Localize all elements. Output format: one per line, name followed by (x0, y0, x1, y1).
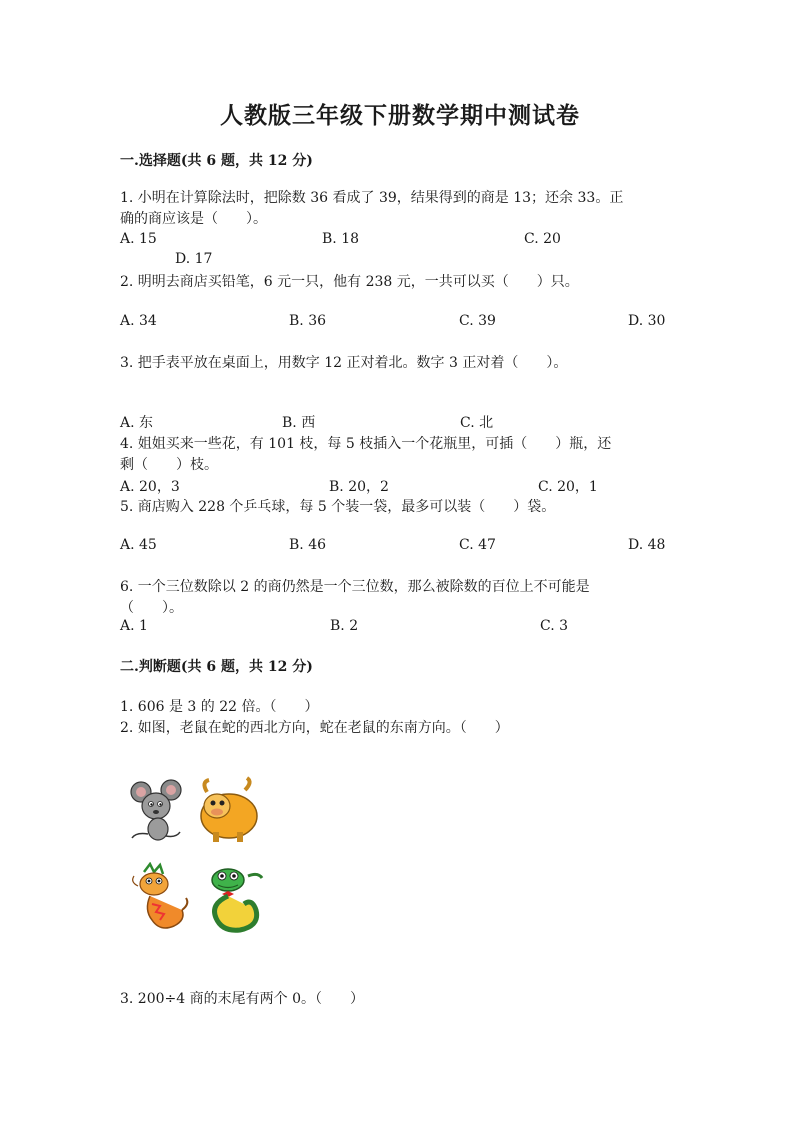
question-6-option-b[interactable]: B. 2 (330, 618, 359, 634)
judge-question-1: 1. 606 是 3 的 22 倍。（ ） (120, 699, 319, 715)
question-6-option-c[interactable]: C. 3 (540, 618, 569, 634)
question-3-line1: 3. 把手表平放在桌面上，用数字 12 正对着北。数字 3 正对着（ ）。 (120, 355, 568, 371)
question-1-option-a[interactable]: A. 15 (120, 231, 157, 247)
question-2-option-d[interactable]: D. 30 (628, 313, 666, 329)
judge-question-2: 2. 如图，老鼠在蛇的西北方向，蛇在老鼠的东南方向。（ ） (120, 720, 509, 736)
snake-icon (204, 864, 270, 940)
dragon-icon (130, 862, 192, 940)
question-5-line1: 5. 商店购入 228 个乒乓球，每 5 个装一袋，最多可以装（ ）袋。 (120, 499, 556, 515)
question-6-line1: 6. 一个三位数除以 2 的商仍然是一个三位数，那么被除数的百位上不可能是 (120, 579, 590, 595)
question-4-option-c[interactable]: C. 20，1 (538, 479, 598, 495)
section-heading-choice: 一.选择题(共 6 题，共 12 分) (120, 153, 313, 169)
question-5-option-d[interactable]: D. 48 (628, 537, 666, 553)
question-6-option-a[interactable]: A. 1 (120, 618, 148, 634)
judge-question-3: 3. 200÷4 商的末尾有两个 0。（ ） (120, 991, 364, 1007)
page-title: 人教版三年级下册数学期中测试卷 (220, 102, 580, 129)
question-2-line1: 2. 明明去商店买铅笔，6 元一只，他有 238 元，一共可以买（ ）只。 (120, 274, 579, 290)
question-3-option-c[interactable]: C. 北 (460, 415, 494, 431)
question-5-option-b[interactable]: B. 46 (289, 537, 327, 553)
question-4-option-b[interactable]: B. 20，2 (329, 479, 389, 495)
question-5-option-a[interactable]: A. 45 (120, 537, 157, 553)
question-1-line2: 确的商应该是（ ）。 (120, 211, 267, 227)
question-2-option-a[interactable]: A. 34 (120, 313, 157, 329)
question-1-line1: 1. 小明在计算除法时，把除数 36 看成了 39，结果得到的商是 13；还余 33。正 (120, 190, 624, 206)
question-4-line2: 剩（ ）枝。 (120, 457, 218, 473)
question-2-option-c[interactable]: C. 39 (459, 313, 496, 329)
question-3-option-a[interactable]: A. 东 (120, 415, 154, 431)
ox-icon (195, 776, 263, 846)
question-3-option-b[interactable]: B. 西 (282, 415, 316, 431)
question-4-line1: 4. 姐姐买来一些花，有 101 枝，每 5 枝插入一个花瓶里，可插（ ）瓶，还 (120, 436, 612, 452)
mouse-icon (128, 776, 188, 846)
question-1-option-d[interactable]: D. 17 (175, 251, 213, 267)
question-1-option-b[interactable]: B. 18 (322, 231, 360, 247)
question-6-line2: （ ）。 (120, 600, 183, 616)
section-heading-judge: 二.判断题(共 6 题，共 12 分) (120, 659, 313, 675)
question-2-option-b[interactable]: B. 36 (289, 313, 327, 329)
question-5-option-c[interactable]: C. 47 (459, 537, 496, 553)
question-1-option-c[interactable]: C. 20 (524, 231, 561, 247)
question-4-option-a[interactable]: A. 20，3 (120, 479, 180, 495)
